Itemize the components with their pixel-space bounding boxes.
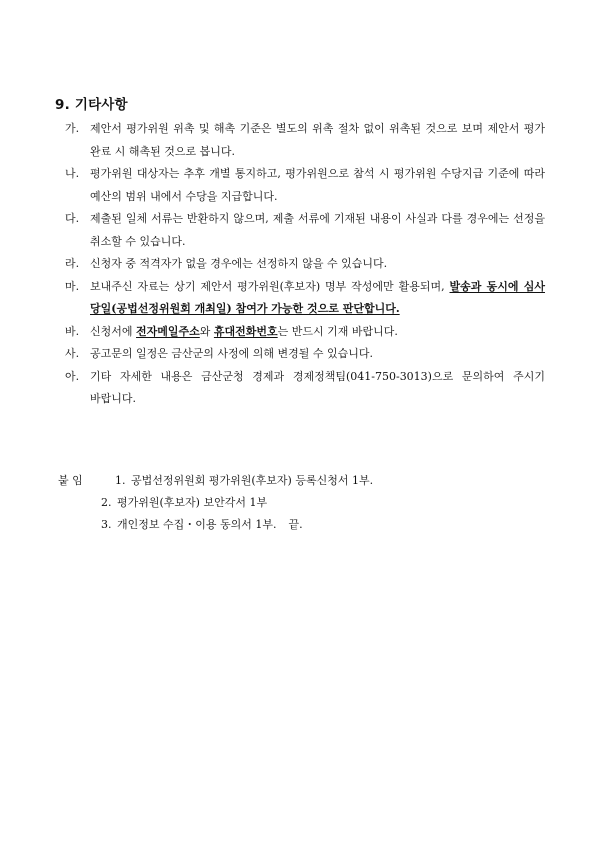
emphasized-text: 전자메일주소 bbox=[136, 324, 200, 338]
item-marker: 다. bbox=[65, 212, 80, 225]
item-text-part: 평가위원 대상자는 추후 개별 통지하고, 평가위원으로 참석 시 평가위원 수당지급 기준에 따라 예산의 범위 내에서 수당을 지급합니다. bbox=[90, 167, 545, 203]
item-text-part: 보내주신 자료는 상기 제안서 평가위원(후보자) 명부 작성에만 활용되며, bbox=[90, 279, 450, 293]
notice-item bbox=[65, 343, 545, 366]
item-marker: 마. bbox=[65, 279, 80, 293]
item-text-part: 제안서 평가위원 위촉 및 해촉 기준은 별도의 위촉 절차 없이 위촉된 것으로 보며 제안서 평가 완료 시 해촉된 것으로 봅니다. bbox=[90, 122, 545, 158]
attachment-item bbox=[58, 492, 518, 514]
item-text-part: 기타 자세한 내용은 금산군청 경제과 경제정책팀(041-750-3013)으로 문의하여 주시기 바랍니다. bbox=[90, 369, 545, 405]
attachment-number: 2. bbox=[101, 496, 112, 509]
item-text bbox=[90, 276, 545, 321]
item-marker: 나. bbox=[65, 167, 80, 180]
item-text bbox=[90, 253, 545, 276]
item-text-part: 는 반드시 기재 바랍니다. bbox=[277, 324, 398, 338]
item-marker: 사. bbox=[65, 347, 80, 360]
attachment-text: 평가위원(후보자) 보안각서 1부 bbox=[117, 496, 268, 509]
item-text bbox=[90, 366, 545, 411]
attachment-text: 공법선정위원회 평가위원(후보자) 등록신청서 1부. bbox=[131, 474, 374, 487]
item-text bbox=[90, 163, 545, 208]
attachment-number: 1. bbox=[115, 474, 126, 487]
item-text bbox=[90, 321, 545, 344]
section-title: 9. 기타사항 bbox=[55, 97, 128, 113]
item-marker: 가. bbox=[65, 122, 80, 135]
item-marker: 바. bbox=[65, 324, 80, 338]
notice-item bbox=[65, 321, 545, 344]
item-text-part: 공고문의 일정은 금산군의 사정에 의해 변경될 수 있습니다. bbox=[90, 347, 373, 360]
item-text-part: 신청자 중 적격자가 없을 경우에는 선정하지 않을 수 있습니다. bbox=[90, 257, 388, 270]
item-text bbox=[90, 118, 545, 163]
item-marker: 아. bbox=[65, 369, 80, 383]
emphasized-text: 발송과 동시에 심사 당일(공법선정위원회 개최일) 참여가 가능한 것으로 판단합니다. bbox=[90, 279, 545, 315]
item-text bbox=[90, 208, 545, 253]
attachment-item bbox=[58, 514, 518, 536]
item-text-part: 와 bbox=[199, 324, 214, 338]
attachments-label: 붙 임 bbox=[58, 474, 83, 487]
item-text-part: 제출된 일체 서류는 반환하지 않으며, 제출 서류에 기재된 내용이 사실과 다를 경우에는 선정을 취소할 수 있습니다. bbox=[90, 212, 545, 248]
end-mark: 끝. bbox=[288, 518, 303, 531]
attachments-block bbox=[58, 470, 518, 536]
notice-list bbox=[65, 118, 545, 411]
item-text-part: 신청서에 bbox=[90, 324, 137, 338]
attachment-text: 개인정보 수집・이용 동의서 1부. bbox=[117, 518, 277, 531]
notice-item bbox=[65, 253, 545, 276]
notice-item bbox=[65, 276, 545, 321]
notice-item bbox=[65, 118, 545, 163]
notice-item bbox=[65, 208, 545, 253]
notice-item bbox=[65, 366, 545, 411]
item-marker: 라. bbox=[65, 257, 80, 270]
emphasized-text: 휴대전화번호 bbox=[213, 324, 278, 338]
notice-item bbox=[65, 163, 545, 208]
attachment-number: 3. bbox=[101, 518, 112, 531]
item-text bbox=[90, 343, 545, 366]
attachment-item bbox=[58, 470, 518, 492]
